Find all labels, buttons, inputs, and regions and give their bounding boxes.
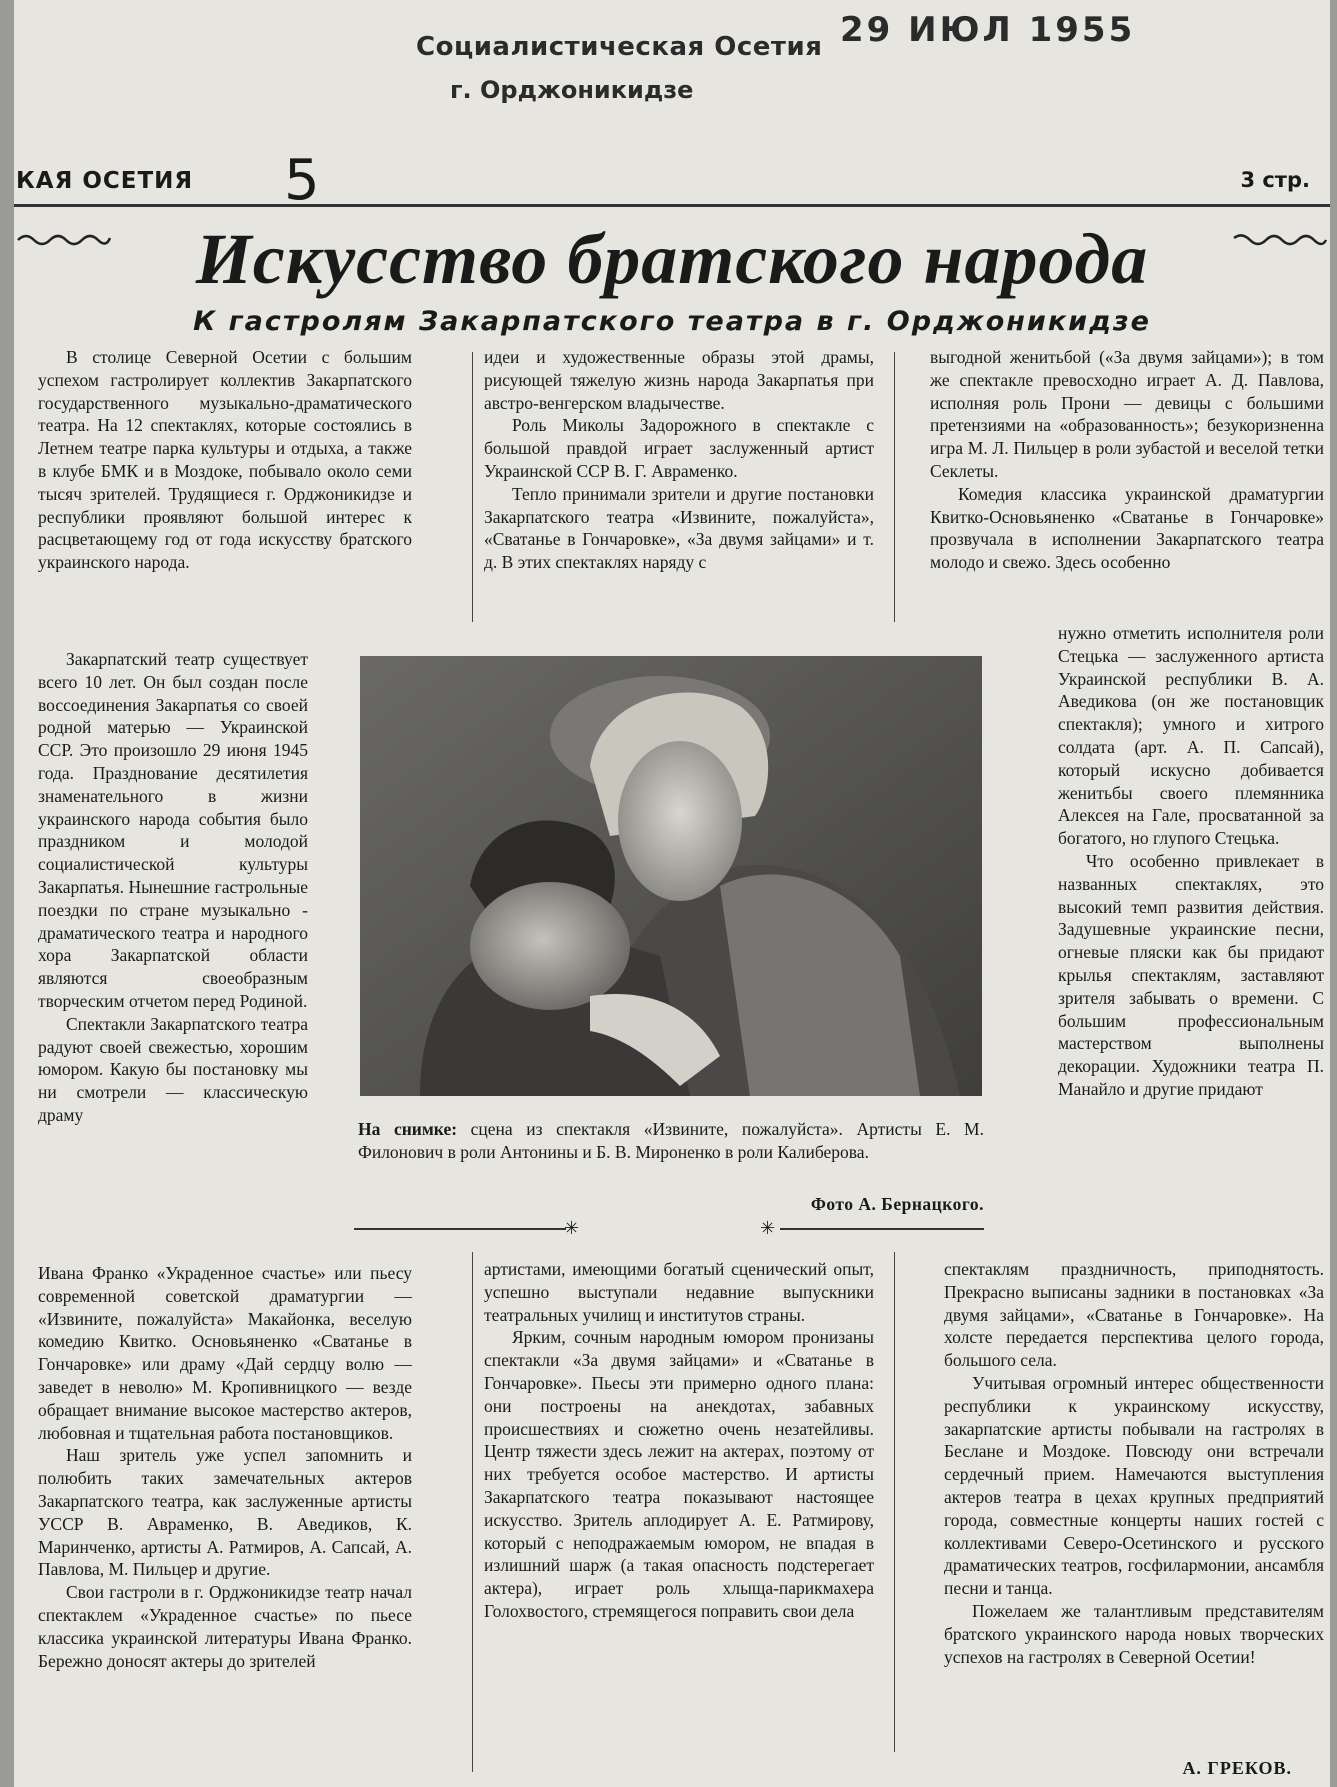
paragraph: Комедия классика украинской драматургии Квитко-Основьяненко «Сватанье в Гончаровке» прозвучала в исполнении Закарпатского театра молодо и свежо. Здесь особенно	[930, 483, 1324, 573]
caption-lead: На снимке:	[358, 1119, 458, 1139]
column-divider	[894, 352, 895, 622]
paragraph: идеи и художественные образы этой драмы, рисующей тяжелую жизнь народа Закарпатья при австро-венгерском владычестве.	[484, 347, 874, 413]
column-1-bottom	[38, 1262, 412, 1672]
paragraph: спектаклям праздничность, приподнятость. Прекрасно выписаны задники в постановках «За двумя зайцами», «Сватанье в Гончаровке». На холсте передается перспектива целого города, большого села.	[944, 1259, 1324, 1371]
handwritten-page-mark: 5	[284, 148, 320, 213]
newspaper-name: КАЯ ОСЕТИЯ	[16, 168, 194, 194]
paragraph: Ярким, сочным народным юмором пронизаны спектакли «За двумя зайцами» и «Сватанье в Гончаровке». Пьесы эти примерно одного плана: они построены на анекдотах, забавных происшествиях и сюжетно очень незатейливы. Центр тяжести здесь лежит на актерах, поэтому от них требуется особое мастерство. И артисты Закарпатского театра показывают настоящее искусство. Зритель аплодирует А. Е. Ратмирову, который с неподражаемым юмором, не впадая в излишний шарж (а такая опасность подстерегает актера), играет роль хлыща-парикмахера Голохвостого, стремящегося поправить свои дела	[484, 1327, 874, 1621]
newspaper-clipping	[14, 0, 1330, 1787]
column-divider	[472, 352, 473, 622]
column-3-narrow	[1058, 622, 1324, 1101]
paragraph: выгодной женитьбой («За двумя зайцами»); в том же спектакле превосходно играет А. Д. Павлова, исполняя роль Прони — девицы с большими претензиями на «образованность»; безукоризненна игра М. Л. Пильцер в роли зубастой и веселой тетки Секлеты.	[930, 347, 1324, 481]
paragraph: артистами, имеющими богатый сценический опыт, успешно выступали недавние выпускники театральных училищ и институтов страны.	[484, 1259, 874, 1325]
paragraph: нужно отметить исполнителя роли Стецька — заслуженного артиста Украинской республики В. А. Аведикова (он же постановщик спектакля); умного и хитрого солдата (арт. А. П. Сапсай), который искусно добивается женитьбы своего племянника Алексея на Гале, просватанной за богатого, но глупого Стецька.	[1058, 623, 1324, 849]
paragraph: Роль Миколы Задорожного в спектакле с большой правдой играет заслуженный артист Украинской ССР В. Г. Авраменко.	[484, 415, 874, 481]
column-3-top	[930, 346, 1324, 574]
paragraph: Спектакли Закарпатского театра радуют своей свежестью, хорошим юмором. Какую бы постановку мы ни смотрели — классическую драму	[38, 1013, 308, 1125]
author-signature: А. ГРЕКОВ.	[1182, 1758, 1292, 1778]
separator-rule	[354, 1228, 566, 1230]
article-subheadline: К гастролям Закарпатского театра в г. Орджоникидзе	[193, 306, 1151, 337]
paragraph: Наш зритель уже успел запомнить и полюбить таких замечательных актеров Закарпатского театра, как заслуженные артисты УССР В. Авраменко, В. Аведиков, К. Маринченко, артисты А. Ратмиров, А. Сапсай, А. Павлова, М. Пильцер и другие.	[38, 1445, 412, 1580]
separator-rule	[780, 1228, 984, 1230]
article-headline: Искусство братского народа	[195, 219, 1149, 299]
paragraph: Пожелаем же талантливым представителям братского украинского народа новых творческих успехов на гастролях в Северной Осетии!	[944, 1600, 1324, 1667]
caption-text: сцена из спектакля «Извините, пожалуйста». Артисты Е. М. Филонович в роли Антонины и Б. В. Мироненко в роли Калиберова.	[358, 1119, 984, 1162]
column-3-bottom	[944, 1258, 1324, 1668]
paragraph: Что особенно привлекает в названных спектаклях, это высокий темп развития действия. Задушевные украинские песни, огневые пляски как бы придают крылья спектаклям, заставляют зрителя забывать о времени. С большим профессиональным мастерством выполнены декорации. Художники театра П. Манайло и другие придают	[1058, 850, 1324, 1099]
paragraph: Тепло принимали зрители и другие постановки Закарпатского театра «Извините, пожалуйста», «Сватанье в Гончаровке», «За двумя зайцами» и т. д. В этих спектаклях наряду с	[484, 483, 874, 573]
photo-caption	[358, 1118, 984, 1164]
paragraph: В столице Северной Осетии с большим успехом гастролирует коллектив Закарпатского государственного музыкально-драматического театра. На 12 спектаклях, которые состоялись в Летнем театре парка культуры и отдыха, а также в клубе БМК и в Моздоке, побывало около семи тысяч зрителей. Трудящиеся г. Орджоникидзе и республики проявляют большой интерес к расцветающему год от года искусству братского украинского народа.	[38, 347, 412, 573]
newspaper-header	[14, 148, 1330, 213]
archive-stamp-title: Социалистическая Осетия	[416, 32, 823, 62]
theatre-scene-photo	[360, 656, 982, 1096]
column-divider	[472, 1252, 473, 1772]
page-number: 3 стр.	[1240, 168, 1310, 192]
star-ornament-icon: ✳	[564, 1218, 580, 1238]
photo-credit: Фото А. Бернацкого.	[810, 1194, 984, 1214]
column-divider	[894, 1252, 895, 1752]
star-ornament-icon: ✳	[760, 1218, 776, 1238]
archive-stamp-city: г. Орджоникидзе	[450, 76, 694, 104]
column-2-top	[484, 346, 874, 574]
paragraph: Ивана Франко «Украденное счастье» или пьесу современной советской драматургии — «Извините, пожалуйста» Макайонка, веселую комедию Квитко. Основьяненко «Сватанье в Гончаровке» или драму «Дай сердцу волю — заведет в неволю» М. Кропивницкого — везде обращает внимание высокое мастерство актеров, любовная и тщательная работа постановщиков.	[38, 1263, 412, 1443]
column-2-bottom	[484, 1258, 874, 1623]
column-1-narrow	[38, 648, 308, 1127]
paragraph: Свои гастроли в г. Орджоникидзе театр начал спектаклем «Украденное счастье» по пьесе классика украинской литературы Ивана Франко. Бережно доносят актеры до зрителей	[38, 1582, 412, 1671]
column-1-top	[38, 346, 412, 574]
archive-stamp-date: 29 ИЮЛ 1955	[840, 10, 1136, 50]
paragraph: Учитывая огромный интерес общественности республики к украинскому искусству, закарпатские артисты побывали на гастролях в Беслане и Моздоке. Повсюду они встречали сердечный прием. Намечаются выступления актеров театра в цехах крупных предприятий города, совместные концерты наших гостей с коллективами Северо-Осетинского и русского драматических театров, госфилармонии, ансамбля песни и танца.	[944, 1372, 1324, 1599]
paragraph: Закарпатский театр существует всего 10 лет. Он был создан после воссоединения Закарпатья со своей родной матерью — Украинской ССР. Это произошло 29 июня 1945 года. Празднование десятилетия знаменательного в жизни украинского народа события было праздником и молодой социалистической культуры Закарпатья. Нынешние гастрольные поездки по стране музыкально - драматического театра и народного хора Закарпатской области являются своеобразным творческим отчетом перед Родиной.	[38, 649, 308, 1011]
